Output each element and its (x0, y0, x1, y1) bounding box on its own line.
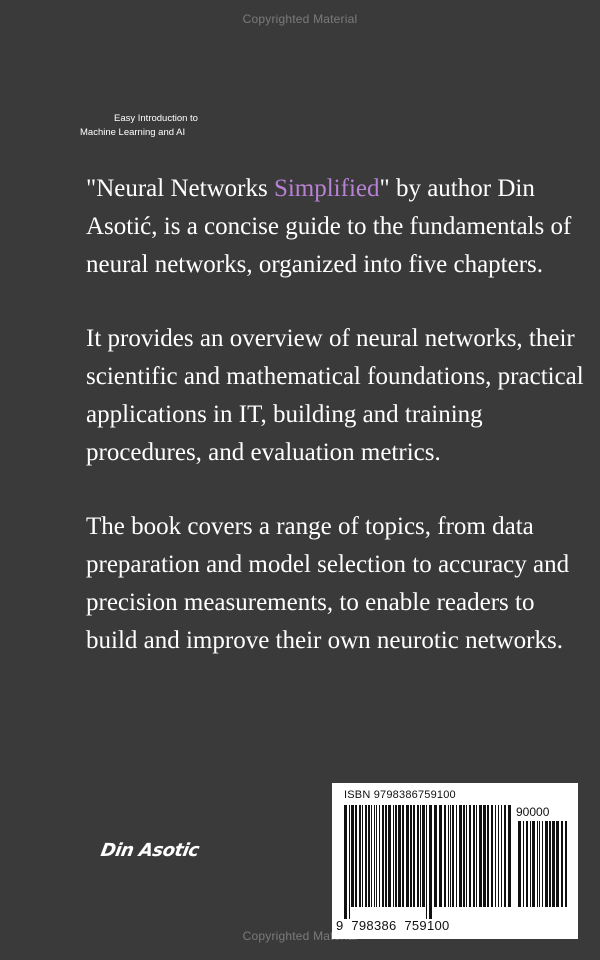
price-code: 90000 (516, 805, 550, 819)
barcode-bar (344, 805, 347, 919)
intro-text-end: " by author Din Asotić, is a concise guide to the fundamentals of neural networks, organized into five chapters. (86, 175, 572, 278)
barcode-bar (476, 805, 477, 907)
barcode-bar (444, 805, 446, 907)
barcode-bar (508, 805, 511, 907)
barcode-bar (459, 805, 462, 907)
barcode-bar (450, 805, 451, 907)
back-cover-description (86, 170, 586, 696)
barcode-bar (466, 805, 467, 907)
barcode-bar (518, 821, 521, 907)
barcode-bars (344, 805, 512, 919)
barcode-bar (362, 805, 363, 907)
barcode-bar (382, 805, 384, 907)
barcode-digits-group-2: 759100 (404, 918, 450, 933)
barcode-bar (429, 805, 432, 919)
barcode-bar (473, 805, 475, 907)
isbn-barcode (332, 783, 578, 939)
barcode-bar (526, 821, 528, 907)
barcode-bar (479, 805, 482, 907)
barcode-digit-first: 9 (336, 918, 344, 933)
barcode-bar (422, 805, 425, 907)
barcode-bar (487, 805, 489, 907)
barcode-bar (385, 805, 387, 907)
barcode-bar (495, 805, 496, 907)
barcode-bar (379, 805, 380, 907)
paragraph-intro (86, 170, 586, 284)
barcode-bar (395, 805, 397, 907)
barcode-bar (532, 821, 535, 907)
barcode-bar (498, 805, 499, 907)
barcode-bar (371, 805, 372, 907)
price-barcode-bars (518, 821, 568, 919)
barcode-bar (452, 805, 454, 907)
barcode-bar (398, 805, 401, 907)
barcode-bar (355, 805, 357, 907)
copyright-watermark-top: Copyrighted Material (242, 12, 358, 26)
barcode-bar (376, 805, 377, 907)
barcode-bar (402, 805, 404, 907)
barcode-bar (549, 821, 551, 907)
intro-text-start: "Neural Networks (86, 175, 274, 202)
paragraph-topics: The book covers a range of topics, from data preparation and model selection to accuracy and precision measurements, to enable readers to build and improve their own neurotic networks. (86, 513, 570, 654)
barcode-bar (561, 821, 563, 907)
barcode-bar (439, 805, 442, 907)
author-signature: Din Asotic (99, 840, 201, 861)
barcode-bar (365, 805, 367, 907)
tagline-line-2: Machine Learning and AI (80, 127, 186, 138)
barcode-bar (530, 821, 531, 907)
barcode-bar (542, 821, 543, 907)
barcode-bar (463, 805, 465, 907)
isbn-label: ISBN 9798386759100 (344, 789, 456, 801)
barcode-bar (417, 805, 419, 907)
barcode-bar (504, 805, 506, 907)
barcode-bar (351, 805, 354, 907)
barcode-bar (410, 805, 412, 907)
barcode-bar (456, 805, 457, 907)
tagline (80, 112, 254, 140)
barcode-digits-group-1: 798386 (351, 918, 397, 933)
barcode-bar (406, 805, 409, 907)
tagline-line-1: Easy Introduction to (114, 113, 198, 124)
barcode-bar (537, 821, 538, 907)
barcode-bar (491, 805, 493, 907)
barcode-bar (448, 805, 449, 907)
barcode-bar (388, 805, 391, 907)
barcode-bar (539, 821, 540, 907)
copyright-watermark-bottom: Copyrighted Material (242, 929, 358, 943)
barcode-bar (483, 805, 486, 907)
paragraph-overview: It provides an overview of neural networks, their scientific and mathematical foundations, practical applications in IT, building and training procedures, and evaluation metrics. (86, 325, 584, 466)
barcode-bar (413, 805, 415, 907)
barcode-bar (501, 805, 502, 907)
barcode-bar (426, 805, 427, 919)
barcode-bar (565, 821, 567, 907)
barcode-bar (545, 821, 548, 907)
barcode-bar (556, 821, 559, 907)
barcode-bar (420, 805, 421, 907)
barcode-bar (359, 805, 361, 907)
barcode-bar (393, 805, 394, 907)
barcode-bar (374, 805, 375, 907)
barcode-bar (469, 805, 471, 907)
barcode-bar (552, 821, 555, 907)
barcode-bar (368, 805, 370, 907)
barcode-bar (434, 805, 437, 907)
barcode-bar (523, 821, 524, 907)
barcode-bar (349, 805, 350, 919)
highlight-word: Simplified (273, 175, 380, 202)
